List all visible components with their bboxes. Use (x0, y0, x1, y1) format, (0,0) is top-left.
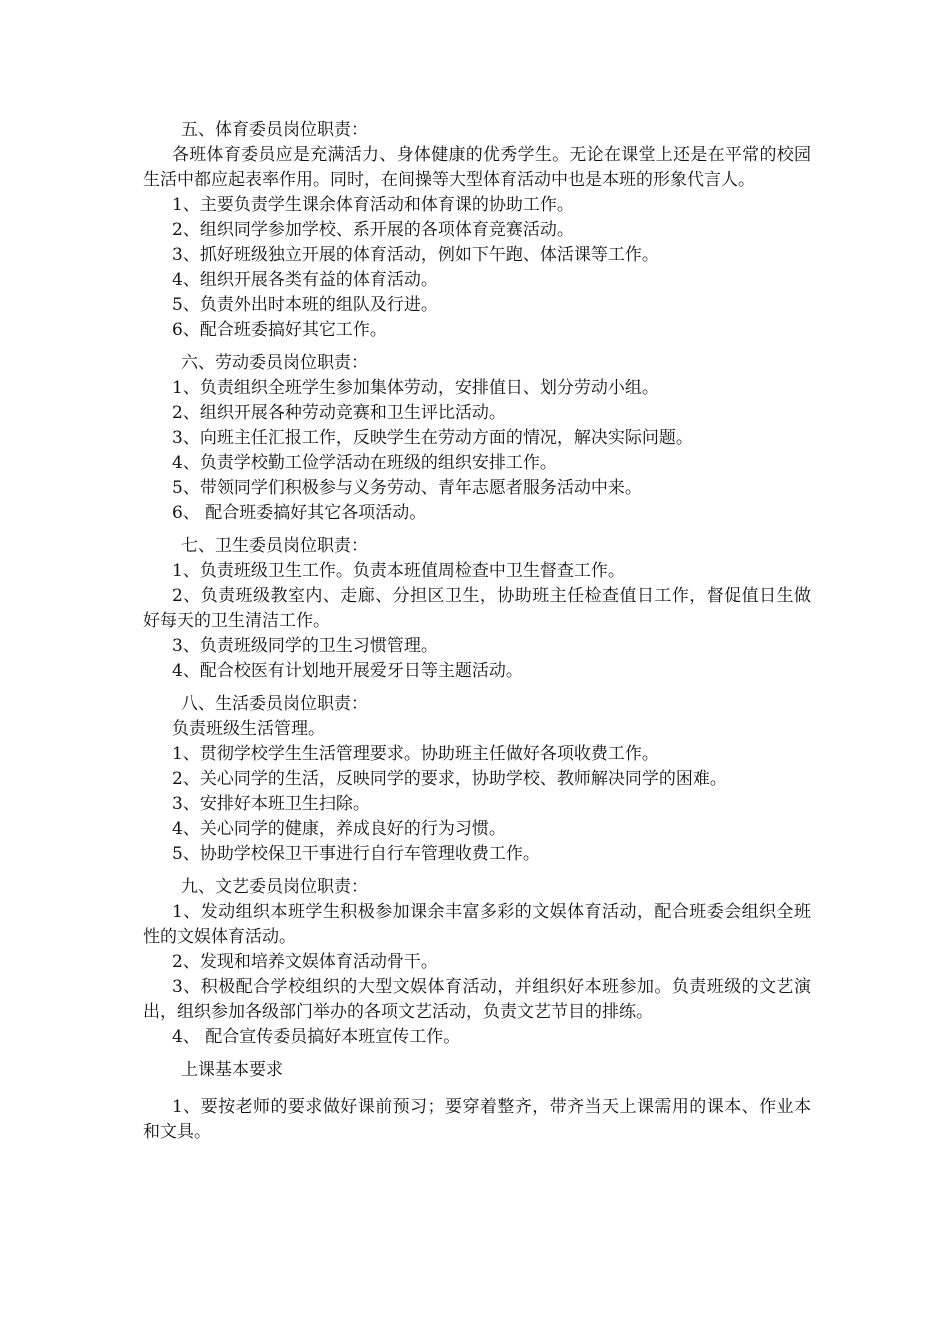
list-item: 4、 配合宣传委员搞好本班宣传工作。 (172, 1027, 461, 1047)
list-item: 2、发现和培养文娱体育活动骨干。 (172, 952, 438, 972)
section-heading: 九、文艺委员岗位职责： (181, 877, 368, 897)
list-item: 4、组织开展各类有益的体育活动。 (172, 270, 438, 290)
list-item: 1、负责组织全班学生参加集体劳动，安排值日、划分劳动小组。 (172, 378, 659, 398)
list-item: 3、负责班级同学的卫生习惯管理。 (172, 636, 438, 656)
list-item: 5、负责外出时本班的组队及行进。 (172, 295, 438, 315)
list-item: 1、要按老师的要求做好课前预习；要穿着整齐，带齐当天上课需用的课本、作业本和文具。 (143, 1097, 811, 1142)
document-body (143, 118, 811, 1153)
section-labor-committee (143, 351, 811, 526)
list-item: 3、向班主任汇报工作，反映学生在劳动方面的情况，解决实际问题。 (172, 428, 693, 448)
list-item: 3、积极配合学校组织的大型文娱体育活动，并组织好本班参加。负责班级的文艺演出，组织参加各级部门举办的各项文艺活动，负责文艺节目的排练。 (143, 977, 811, 1022)
section-heading: 八、生活委员岗位职责： (181, 694, 368, 714)
list-item: 1、负责班级卫生工作。负责本班值周检查中卫生督查工作。 (172, 561, 625, 581)
list-item: 2、负责班级教室内、走廊、分担区卫生，协助班主任检查值日工作，督促值日生做好每天的卫生清洁工作。 (143, 586, 811, 631)
list-item: 5、协助学校保卫干事进行自行车管理收费工作。 (172, 844, 540, 864)
list-item: 6、 配合班委搞好其它各项活动。 (172, 503, 427, 523)
list-item: 5、带领同学们积极参与义务劳动、青年志愿者服务活动中来。 (172, 478, 642, 498)
list-item: 4、配合校医有计划地开展爱牙日等主题活动。 (172, 661, 523, 681)
list-item: 4、关心同学的健康，养成良好的行为习惯。 (172, 819, 506, 839)
section-pe-committee (143, 118, 811, 343)
section-arts-committee (143, 875, 811, 1050)
list-item: 4、负责学校勤工俭学活动在班级的组织安排工作。 (172, 453, 557, 473)
list-item: 2、组织同学参加学校、系开展的各项体育竞赛活动。 (172, 220, 574, 240)
list-item: 1、主要负责学生课余体育活动和体育课的协助工作。 (172, 195, 574, 215)
list-item: 6、配合班委搞好其它工作。 (172, 320, 387, 340)
list-item: 2、组织开展各种劳动竞赛和卫生评比活动。 (172, 403, 506, 423)
section-title: 上课基本要求 (181, 1060, 283, 1080)
list-item: 1、贯彻学校学生生活管理要求。协助班主任做好各项收费工作。 (172, 744, 659, 764)
section-heading: 六、劳动委员岗位职责： (181, 353, 368, 373)
list-item: 3、抓好班级独立开展的体育活动，例如下午跑、体活课等工作。 (172, 245, 659, 265)
section-heading: 七、卫生委员岗位职责： (181, 536, 368, 556)
section-heading: 五、体育委员岗位职责： (181, 120, 368, 140)
section-life-committee (143, 692, 811, 867)
section-intro: 负责班级生活管理。 (172, 719, 325, 739)
list-item: 2、关心同学的生活，反映同学的要求，协助学校、教师解决同学的困难。 (172, 769, 727, 789)
section-intro: 各班体育委员应是充满活力、身体健康的优秀学生。无论在课堂上还是在平常的校园生活中都应起表率作用。同时，在间操等大型体育活动中也是本班的形象代言人。 (143, 145, 811, 190)
section-hygiene-committee (143, 534, 811, 684)
section-class-requirements (143, 1058, 811, 1145)
list-item: 1、发动组织本班学生积极参加课余丰富多彩的文娱体育活动，配合班委会组织全班性的文娱体育活动。 (143, 902, 811, 947)
list-item: 3、安排好本班卫生扫除。 (172, 794, 370, 814)
